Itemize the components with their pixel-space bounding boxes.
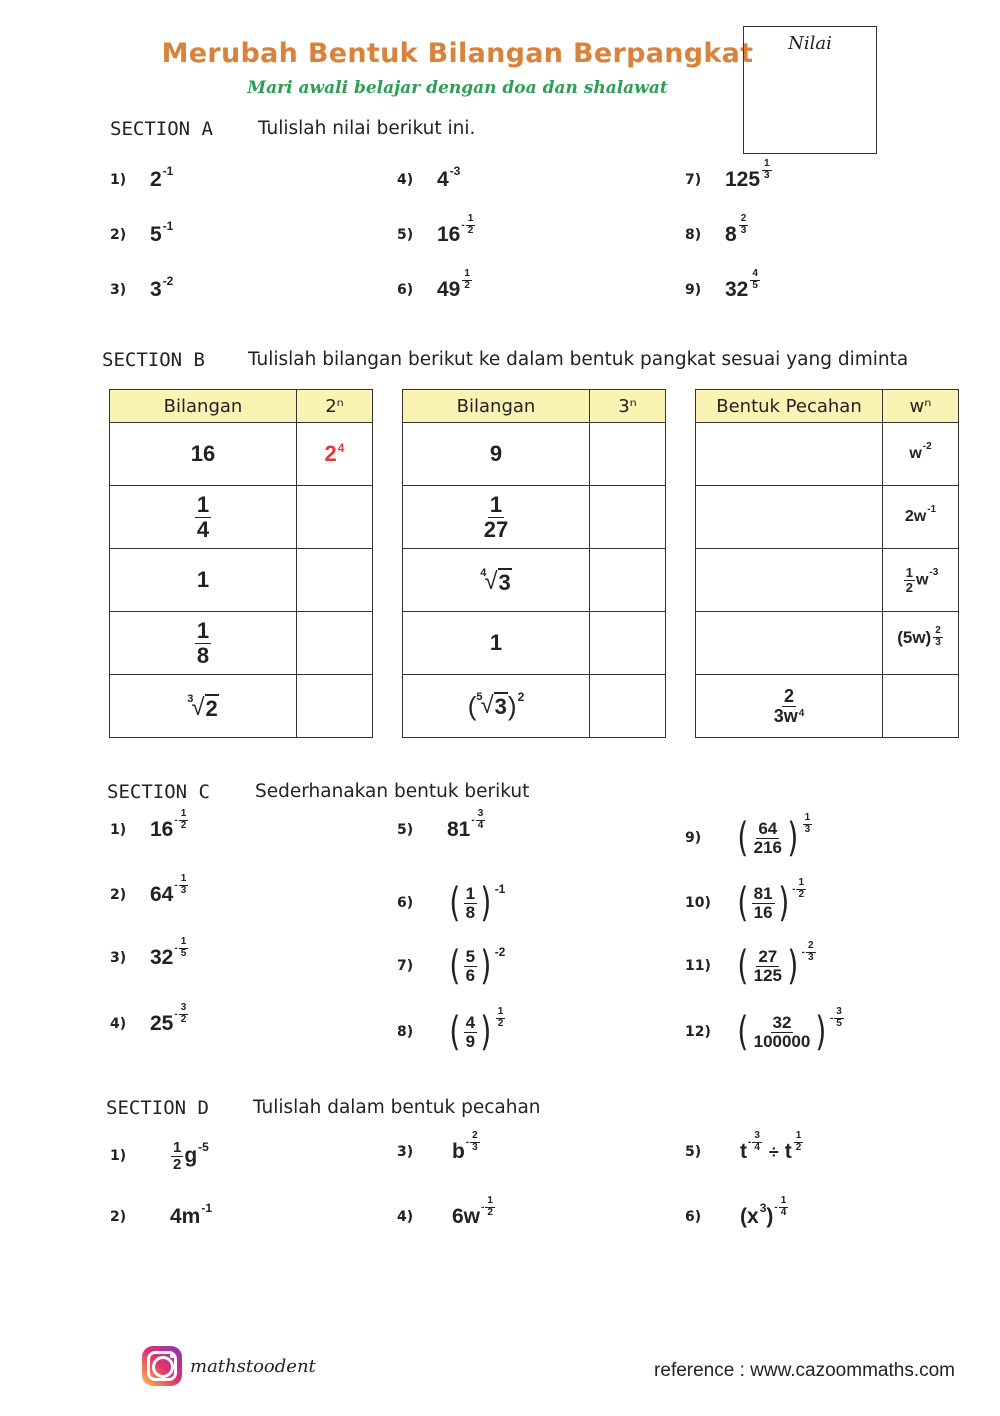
- table-row: [696, 549, 959, 612]
- table-row: [110, 549, 373, 612]
- example-answer: $2^4$: [324, 441, 345, 466]
- section-c-question: [685, 812, 813, 861]
- table-powers-of-3: [402, 389, 666, 738]
- table-cell: (5w) 2 3: [883, 612, 959, 675]
- question-number: 3): [110, 282, 127, 298]
- section-a-question: [397, 213, 476, 247]
- question-number: 7): [685, 172, 702, 188]
- math-expression: 81 - 3 4: [447, 808, 484, 841]
- question-number: 3): [110, 950, 127, 966]
- question-number: 2): [110, 227, 127, 243]
- math-expression: ( 27 125 ) - 2 3: [737, 940, 814, 989]
- answer-cell[interactable]: [297, 612, 373, 675]
- math-expression: 4m -1: [170, 1201, 213, 1228]
- section-a-question: [110, 219, 174, 247]
- math-expression: 32 4 5: [725, 268, 758, 301]
- math-expression: 25 - 3 2: [150, 1002, 187, 1035]
- table-cell: $2w^{-1}$: [883, 486, 959, 549]
- section-d-question: [685, 1195, 789, 1229]
- question-number: 2): [110, 1209, 127, 1225]
- answer-cell[interactable]: [696, 612, 883, 675]
- section-c-question: [685, 940, 817, 989]
- table-powers-of-w: [695, 389, 959, 738]
- section-c-question: [110, 936, 189, 970]
- table-header: wⁿ: [883, 390, 959, 423]
- question-number: 4): [397, 172, 414, 188]
- section-c-question: [110, 808, 189, 842]
- question-number: 12): [685, 1024, 711, 1040]
- section-c-instruction: Sederhanakan bentuk berikut: [255, 781, 530, 802]
- question-number: 2): [110, 887, 127, 903]
- question-number: 8): [397, 1024, 414, 1040]
- answer-cell[interactable]: [590, 549, 666, 612]
- answer-cell[interactable]: [590, 423, 666, 486]
- answer-cell[interactable]: [297, 486, 373, 549]
- answer-cell[interactable]: [297, 675, 373, 738]
- table-row: [403, 549, 666, 612]
- answer-cell[interactable]: [297, 423, 373, 486]
- question-number: 1): [110, 1148, 127, 1165]
- section-a-question: [397, 164, 461, 192]
- math-expression: ( 1 8 ) -1: [449, 880, 506, 926]
- section-d-question: [110, 1201, 213, 1229]
- reference-text: reference : www.cazoommaths.com: [654, 1360, 955, 1381]
- question-number: 7): [397, 958, 414, 974]
- table-header: Bilangan: [403, 390, 590, 423]
- section-d-question: [397, 1130, 481, 1164]
- table-row: [696, 675, 959, 738]
- math-expression: 16 - 1 2: [150, 808, 187, 841]
- table-cell: $\frac{2}{3w^4}$: [696, 675, 883, 738]
- answer-cell[interactable]: [590, 486, 666, 549]
- section-a-question: [685, 268, 761, 302]
- math-expression: 3 -2: [150, 274, 174, 301]
- question-number: 9): [685, 282, 702, 298]
- section-c-label: SECTION C: [107, 781, 210, 803]
- math-expression: 49 1 2: [437, 268, 470, 301]
- section-d-question: [397, 1195, 496, 1229]
- question-number: 5): [397, 822, 414, 838]
- section-a-instruction: Tulislah nilai berikut ini.: [258, 118, 476, 139]
- question-number: 1): [110, 172, 127, 188]
- table-row: [696, 423, 959, 486]
- section-c-question: [685, 877, 807, 926]
- score-box[interactable]: [743, 26, 877, 154]
- section-a-question: [685, 213, 749, 247]
- section-b-label: SECTION B: [102, 349, 205, 371]
- section-c-question: [110, 1002, 189, 1036]
- section-c-question: [397, 943, 506, 989]
- section-d-label: SECTION D: [106, 1097, 209, 1119]
- question-number: 10): [685, 895, 711, 911]
- table-cell: 1: [110, 549, 297, 612]
- table-header: 3ⁿ: [590, 390, 666, 423]
- question-number: 5): [397, 227, 414, 243]
- question-number: 1): [110, 822, 127, 838]
- table-row: [696, 612, 959, 675]
- table-header: Bilangan: [110, 390, 297, 423]
- score-label: Nilai: [788, 33, 832, 54]
- section-a-question: [685, 158, 773, 192]
- table-row: [110, 486, 373, 549]
- answer-cell[interactable]: [696, 423, 883, 486]
- table-cell: $\frac{1}{2}$ $w^{-3}$: [883, 549, 959, 612]
- math-expression: ( 81 16 ) - 1 2: [737, 877, 805, 926]
- section-d-question: [685, 1130, 804, 1164]
- section-a-question: [110, 164, 174, 192]
- math-expression: b - 2 3: [452, 1130, 478, 1163]
- math-expression: 6w - 1 2: [452, 1195, 493, 1228]
- answer-cell[interactable]: [590, 612, 666, 675]
- section-a-question: [397, 268, 473, 302]
- page-title: Merubah Bentuk Bilangan Berpangkat: [161, 38, 754, 69]
- table-cell: $\frac{1}{4}$: [110, 486, 297, 549]
- question-number: 6): [397, 895, 414, 911]
- math-expression: t - 3 4 ÷ t 1 2: [740, 1130, 802, 1163]
- section-c-question: [397, 880, 506, 926]
- table-cell: 16: [110, 423, 297, 486]
- section-d-question: [110, 1140, 209, 1173]
- answer-cell[interactable]: [696, 486, 883, 549]
- section-c-question: [397, 1006, 506, 1055]
- table-cell: $w^{-2}$: [883, 423, 959, 486]
- section-b-instruction: Tulislah bilangan berikut ke dalam bentuk pangkat sesuai yang diminta: [248, 349, 909, 370]
- answer-cell[interactable]: [297, 549, 373, 612]
- math-expression: 1 2 g -5: [173, 1139, 209, 1173]
- question-number: 4): [110, 1016, 127, 1032]
- question-number: 11): [685, 958, 711, 974]
- section-d-instruction: Tulislah dalam bentuk pecahan: [253, 1097, 541, 1118]
- table-cell: ( 5 √ 3 ) 2: [403, 675, 590, 738]
- math-expression: ( 4 9 ) 1 2: [449, 1006, 504, 1055]
- table-cell: 3 √ 2: [110, 675, 297, 738]
- math-expression: 64 - 1 3: [150, 873, 187, 906]
- table-cell: 4 √ 3: [403, 549, 590, 612]
- table-row: [403, 486, 666, 549]
- math-expression: ( x 3 ) - 1 4: [740, 1195, 787, 1228]
- instagram-badge[interactable]: [142, 1346, 316, 1386]
- question-number: 3): [397, 1144, 414, 1160]
- math-expression: 32 - 1 5: [150, 936, 187, 969]
- table-row: [110, 612, 373, 675]
- page-subtitle: Mari awali belajar dengan doa dan shalawat: [247, 78, 668, 98]
- question-number: 4): [397, 1209, 414, 1225]
- answer-cell[interactable]: [696, 549, 883, 612]
- table-row: [110, 675, 373, 738]
- section-a-label: SECTION A: [110, 118, 213, 140]
- table-header: 2ⁿ: [297, 390, 373, 423]
- math-expression: ( 64 216 ) 1 3: [737, 812, 811, 861]
- instagram-handle: mathstoodent: [190, 1355, 316, 1377]
- table-row: [110, 423, 373, 486]
- math-expression: 4 -3: [437, 164, 461, 191]
- math-expression: 8 2 3: [725, 213, 747, 246]
- question-number: 8): [685, 227, 702, 243]
- question-number: 9): [685, 830, 702, 846]
- table-cell: 9: [403, 423, 590, 486]
- table-cell: 1: [403, 612, 590, 675]
- math-expression: 16 - 1 2: [437, 213, 474, 246]
- question-number: 6): [397, 282, 414, 298]
- question-number: 5): [685, 1144, 702, 1160]
- answer-cell[interactable]: [883, 675, 959, 738]
- section-a-question: [110, 274, 174, 302]
- section-c-question: [110, 873, 189, 907]
- math-expression: ( 5 6 ) -2: [449, 943, 506, 989]
- table-cell: $\frac{1}{27}$: [403, 486, 590, 549]
- table-row: [696, 486, 959, 549]
- section-c-question: [685, 1006, 845, 1055]
- table-header: Bentuk Pecahan: [696, 390, 883, 423]
- question-number: 6): [685, 1209, 702, 1225]
- math-expression: 5 -1: [150, 219, 174, 246]
- table-row: [403, 612, 666, 675]
- table-powers-of-2: [109, 389, 373, 738]
- section-c-question: [397, 808, 486, 842]
- instagram-icon: [142, 1346, 182, 1386]
- math-expression: 2 -1: [150, 164, 174, 191]
- answer-cell[interactable]: [590, 675, 666, 738]
- table-row: [403, 423, 666, 486]
- table-row: [403, 675, 666, 738]
- math-expression: ( 32 100000 ) - 3 5: [737, 1006, 842, 1055]
- math-expression: 125 1 3: [725, 158, 770, 191]
- table-cell: $\frac{1}{8}$: [110, 612, 297, 675]
